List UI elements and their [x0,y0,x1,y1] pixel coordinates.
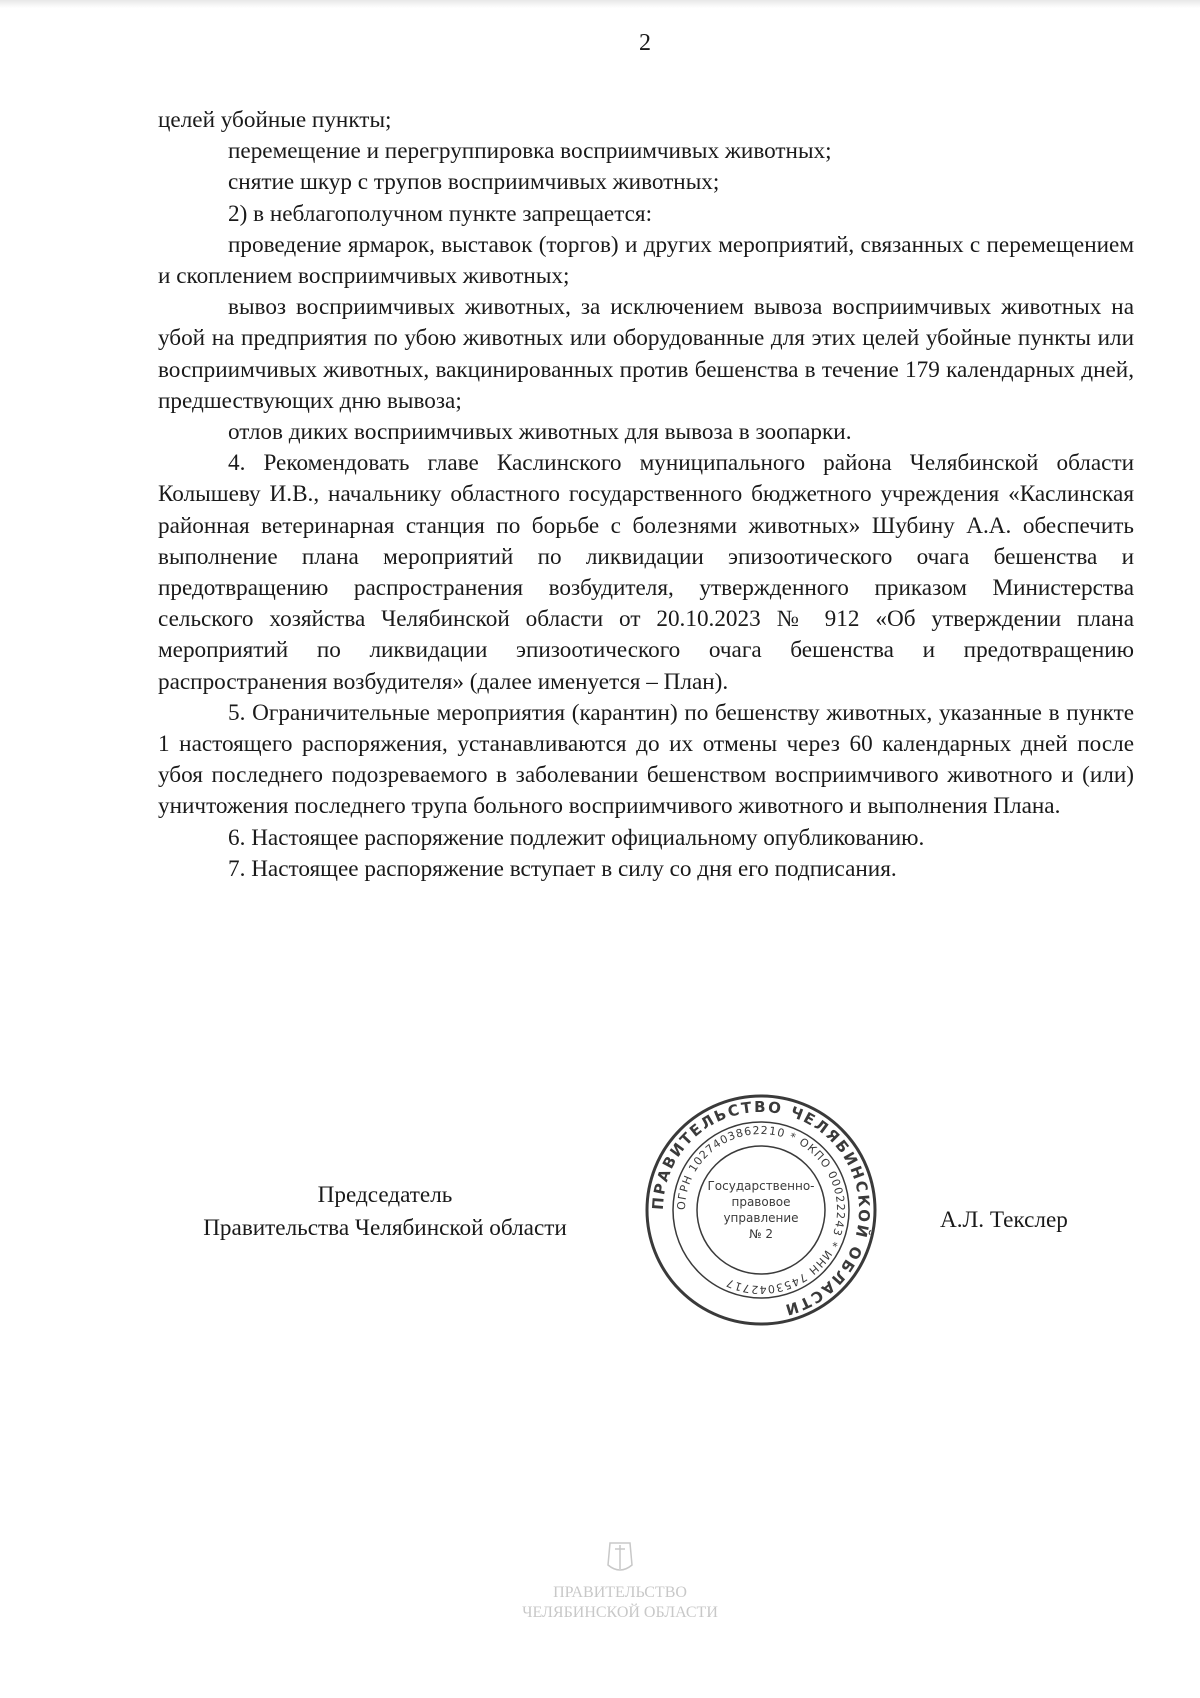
seal-center-line: № 2 [749,1227,773,1241]
paragraph: 6. Настоящее распоряжение подлежит официальному опубликованию. [228,824,925,851]
seal-inner-ring-text: ОГРН 1027403862210 * ОКПО 00022243 * ИНН 7453042717 [674,1123,848,1297]
seal-ring-text: ПРАВИТЕЛЬСТВО ЧЕЛЯБИНСКОЙ ОБЛАСТИ [648,1097,874,1320]
seal-center-line: управление [723,1211,799,1225]
seal-inner-ring [697,1146,825,1274]
paragraph: перемещение и перегруппировка восприимчивых животных; [228,138,832,165]
paragraph: отлов диких восприимчивых животных для вывоза в зоопарки. [228,419,852,446]
paragraph: 4. Рекомендовать главе Каслинского муниципального района Челябинской области Колышеву И.В., начальнику областного государственного бюджетного учреждения «Каслинская районная ветеринарная станция по борьбе с болезнями животных» Шубину А.А. обеспечить выполнение плана мероприятий по ликвидации эпизоотического очага бешенства и предотвращению распространения возбудителя, утвержденного приказом Министерства сельского хозяйства Челябинской области от 20.10.2023 № 912 «Об утверждении плана мероприятий по ликвидации эпизоотического очага бешенства и предотвращению распространения возбудителя» (далее именуется – План). [158,450,1134,695]
paragraph: 5. Ограничительные мероприятия (карантин) по бешенству животных, указанные в пункте 1 настоящего распоряжения, устанавливаются до их отмены через 60 календарных дней после убоя последнего подозреваемого в заболевании бешенством восприимчивого животного и (или) уничтожения последнего трупа больного восприимчивого животного и выполнения Плана. [158,699,1134,820]
seal-center-text [707,1179,814,1241]
scan-edge [0,0,1200,8]
watermark-line: ЧЕЛЯБИНСКОЙ ОБЛАСТИ [522,1604,718,1621]
signatory-title-line-2: Правительства Челябинской области [203,1215,567,1241]
paragraph: вывоз восприимчивых животных, за исключением вывоза восприимчивых животных на убой на предприятия по убою животных или оборудованные для этих целей убойные пункты или восприимчивых животных, вакцинированных против бешенства в течение 179 календарных дней, предшествующих дню вывоза; [158,294,1134,414]
paragraph: проведение ярмарок, выставок (торгов) и других мероприятий, связанных с перемещением и скоплением восприимчивых животных; [158,231,1134,290]
official-seal-stamp [641,1090,881,1330]
signer-name: А.Л. Текслер [940,1207,1068,1233]
watermark-line: ПРАВИТЕЛЬСТВО [553,1584,687,1601]
paragraph: снятие шкур с трупов восприимчивых животных; [228,169,720,196]
paragraph: 7. Настоящее распоряжение вступает в силу со дня его подписания. [228,855,897,882]
page-number: 2 [639,30,651,56]
seal-center-line: правовое [731,1195,791,1209]
government-emblem-watermark [470,1535,770,1635]
document-body [158,105,1134,885]
paragraph: целей убойные пункты; [158,107,392,133]
signatory-title [155,1179,615,1245]
seal-center-line: Государственно- [707,1179,815,1193]
emblem-icon [608,1543,632,1570]
paragraph: 2) в неблагополучном пункте запрещается: [228,200,653,227]
signatory-title-line-1: Председатель [317,1182,453,1208]
seal-middle-ring [673,1122,849,1298]
